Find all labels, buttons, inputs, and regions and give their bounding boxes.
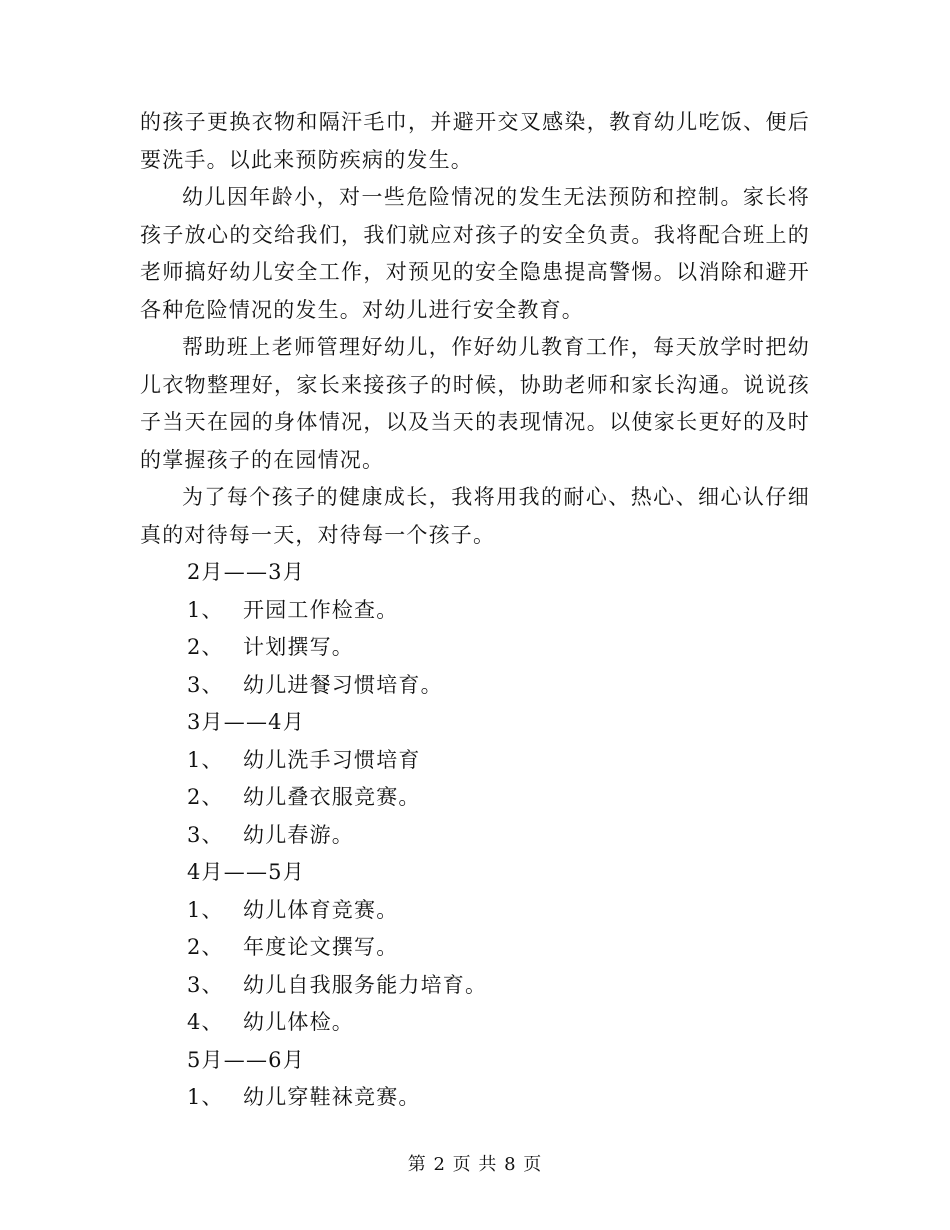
item-number: 4、 <box>187 1010 224 1034</box>
item-text: 开园工作检查。 <box>243 597 399 622</box>
item-number: 1、 <box>187 597 224 622</box>
item-text: 计划撰写。 <box>243 635 354 659</box>
item-text: 幼儿体育竞赛。 <box>243 897 399 922</box>
item-text: 幼儿穿鞋袜竞赛。 <box>243 1085 421 1109</box>
page-footer: 第 2 页 共 8 页 <box>407 1154 543 1175</box>
list-item <box>140 817 810 855</box>
list-item <box>140 1079 810 1117</box>
item-number: 1、 <box>187 897 224 922</box>
item-number: 3、 <box>187 972 224 997</box>
period-heading: 4月——5月 <box>187 860 305 884</box>
paragraph-continued: 的孩子更换衣物和隔汗毛巾，并避开交叉感染，教育幼儿吃饭、便后要洗手。以此来预防疾病的发生。 <box>140 110 810 172</box>
item-number: 2、 <box>187 935 224 959</box>
list-item <box>140 892 810 930</box>
item-text: 幼儿叠衣服竞赛。 <box>243 785 421 809</box>
list-item <box>140 929 810 967</box>
item-number: 2、 <box>187 785 224 809</box>
paragraph-management: 帮助班上老师管理好幼儿，作好幼儿教育工作，每天放学时把幼儿衣物整理好，家长来接孩子的时候，协助老师和家长沟通。说说孩子当天在园的身体情况，以及当天的表现情况。以使家长更好的及时的掌握孩子的在园情况。 <box>140 335 810 472</box>
item-number: 2、 <box>187 635 224 659</box>
item-number: 3、 <box>187 822 224 847</box>
body-text <box>140 104 810 1117</box>
list-item <box>140 667 810 705</box>
item-text: 幼儿自我服务能力培育。 <box>243 972 488 997</box>
item-text: 幼儿春游。 <box>243 822 354 847</box>
period-heading: 5月——6月 <box>187 1047 305 1072</box>
period-heading: 3月——4月 <box>187 710 305 734</box>
item-text: 幼儿进餐习惯培育。 <box>243 672 443 697</box>
list-item <box>140 779 810 817</box>
paragraph-safety: 幼儿因年龄小，对一些危险情况的发生无法预防和控制。家长将孩子放心的交给我们，我们就应对孩子的安全负责。我将配合班上的老师搞好幼儿安全工作，对预见的安全隐患提高警惕。以消除和避开各种危险情况的发生。对幼儿进行安全教育。 <box>140 185 810 322</box>
item-number: 3、 <box>187 672 224 697</box>
item-text: 幼儿洗手习惯培育 <box>243 747 421 772</box>
list-item <box>140 629 810 667</box>
list-item <box>140 1004 810 1042</box>
item-number: 1、 <box>187 1085 224 1109</box>
item-text: 年度论文撰写。 <box>243 935 399 959</box>
schedule-section <box>140 554 810 1117</box>
item-number: 1、 <box>187 747 224 772</box>
period-heading: 2月——3月 <box>187 560 305 584</box>
paragraph-commitment: 为了每个孩子的健康成长，我将用我的耐心、热心、细心认仔细真的对待每一天，对待每一个孩子。 <box>140 485 810 547</box>
list-item <box>140 742 810 780</box>
list-item <box>140 967 810 1005</box>
list-item <box>140 592 810 630</box>
item-text: 幼儿体检。 <box>243 1010 354 1034</box>
